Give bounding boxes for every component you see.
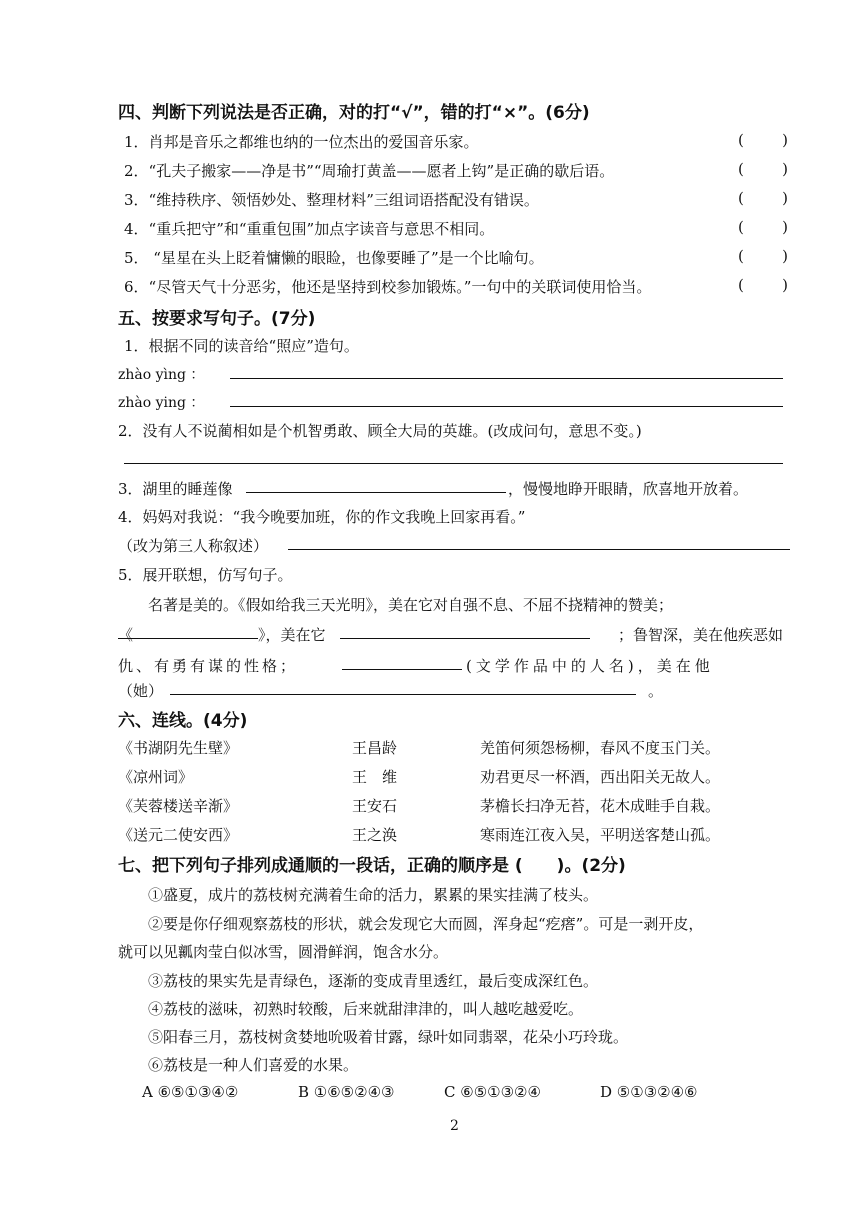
poem-title-1[interactable]: 《书湖阴先生壁》 [118,739,239,757]
imitation-luzhishen: ；鲁智深，美在他疾恶如 [618,626,784,644]
sentence-3: ③荔枝的果实先是青绿色，逐渐的变成青里透红，最后变成深红色。 [148,972,599,990]
poem-line-1[interactable]: 羌笛何须怨杨柳，春风不度玉门关。 [480,739,721,757]
page-number: 2 [450,1118,459,1134]
imitation-paragraph-line-1: 名著是美的。《假如给我三天光明》，美在它对自强不息、不屈不挠精神的赞美； [148,596,674,614]
imitation-book-open: 《 [118,626,134,644]
option-b[interactable]: B ①⑥⑤②④③ [298,1083,395,1101]
imitation-beauty-in: 》，美在它 [258,626,326,644]
poem-title-4[interactable]: 《送元二使安西》 [118,826,239,844]
poem-title-2[interactable]: 《凉州词》 [118,768,194,786]
question-5-4: 4．妈妈对我说：“我今晚要加班，你的作文我晚上回家再看。” [118,508,526,526]
section-4-title: 四、判断下列说法是否正确，对的打“√”，错的打“×”。(6分) [118,103,590,123]
judge-item-3: 3．“维持秩序、领悟妙处、整理材料”三组词语搭配没有错误。 [124,191,539,209]
answer-line-5-3[interactable] [246,492,506,493]
poem-title-3[interactable]: 《芙蓉楼送辛渐》 [118,797,239,815]
pinyin-label-2: zhào ying ： [118,395,205,411]
answer-line-pinyin-2[interactable] [230,406,783,407]
answer-line-5-4[interactable] [288,549,790,550]
question-5-1: 1．根据不同的读音给“照应”造句。 [124,337,359,355]
question-5-4-instruction: （改为第三人称叙述） [118,537,269,555]
poem-line-2[interactable]: 劝君更尽一杯酒，西出阳关无故人。 [480,768,721,786]
sentence-4: ④荔枝的滋味，初熟时较酸，后来就甜津津的，叫人越吃越爱吃。 [148,1000,584,1018]
poem-line-3[interactable]: 茅檐长扫净无苔，花木成畦手自栽。 [480,797,721,815]
section-6-title: 六、连线。(4分) [118,711,248,731]
judge-item-1: 1．肖邦是音乐之都维也纳的一位杰出的爱国音乐家。 [124,133,479,151]
option-c[interactable]: C ⑥⑤①③②④ [444,1083,541,1101]
question-5-3-start: 3．湖里的睡莲像 [118,480,233,498]
answer-line-book-title[interactable] [118,638,258,639]
section-7-title: 七、把下列句子排列成通顺的一段话，正确的顺序是 ( )。(2分) [118,856,626,876]
imitation-line-3b: (文学作品中的人名)，美在他 [466,657,714,675]
poet-4[interactable]: 王之涣 [352,826,398,844]
answer-line-character[interactable] [342,669,462,670]
answer-line-final[interactable] [170,694,636,695]
sentence-1: ①盛夏，成片的荔枝树充满着生命的活力，累累的果实挂满了枝头。 [148,886,599,904]
judge-item-2: 2．“孔夫子搬家——净是书”“周瑜打黄盖——愿者上钩”是正确的歇后语。 [124,162,615,180]
imitation-she: （她） [118,682,164,700]
question-5-2: 2．没有人不说蔺相如是个机智勇敢、顾全大局的英雄。(改成问句，意思不变。) [118,422,642,440]
section-5-title: 五、按要求写句子。(7分) [118,309,316,329]
judge-item-4: 4．“重兵把守”和“重重包围”加点字读音与意思不相同。 [124,220,495,238]
poet-3[interactable]: 王安石 [352,797,398,815]
question-5-3-end: ，慢慢地睁开眼睛，欣喜地开放着。 [508,480,749,498]
sentence-2-continued: 就可以见瓤肉莹白似冰雪，圆滑鲜润，饱含水分。 [118,943,449,961]
imitation-line-3a: 仇、有勇有谋的性格； [118,657,299,675]
answer-line-beauty[interactable] [340,638,590,639]
poet-2[interactable]: 王 维 [352,768,398,786]
answer-line-5-2[interactable] [124,463,783,464]
sentence-2: ②要是你仔细观察荔枝的形状，就会发现它大而圆，浑身起“疙瘩”。可是一剥开皮， [148,915,704,933]
judge-item-5: 5． “星星在头上眨着慵懒的眼睑，也像要睡了”是一个比喻句。 [124,249,544,267]
judge-item-6: 6．“尽管天气十分恶劣，他还是坚持到校参加锻炼。”一句中的关联词使用恰当。 [124,278,652,296]
option-d[interactable]: D ⑤①③②④⑥ [600,1083,698,1101]
option-a[interactable]: A ⑥⑤①③④② [142,1083,239,1101]
sentence-6: ⑥荔枝是一种人们喜爱的水果。 [148,1056,359,1074]
sentence-5: ⑤阳春三月，荔枝树贪婪地吮吸着甘露，绿叶如同翡翠，花朵小巧玲珑。 [148,1028,629,1046]
answer-line-pinyin-1[interactable] [230,378,783,379]
poet-1[interactable]: 王昌龄 [352,739,398,757]
pinyin-label-1: zhào yìng ： [118,367,205,383]
imitation-period: 。 [648,682,664,700]
question-5-5: 5．展开联想，仿写句子。 [118,566,293,584]
poem-line-4[interactable]: 寒雨连江夜入吴，平明送客楚山孤。 [480,826,721,844]
